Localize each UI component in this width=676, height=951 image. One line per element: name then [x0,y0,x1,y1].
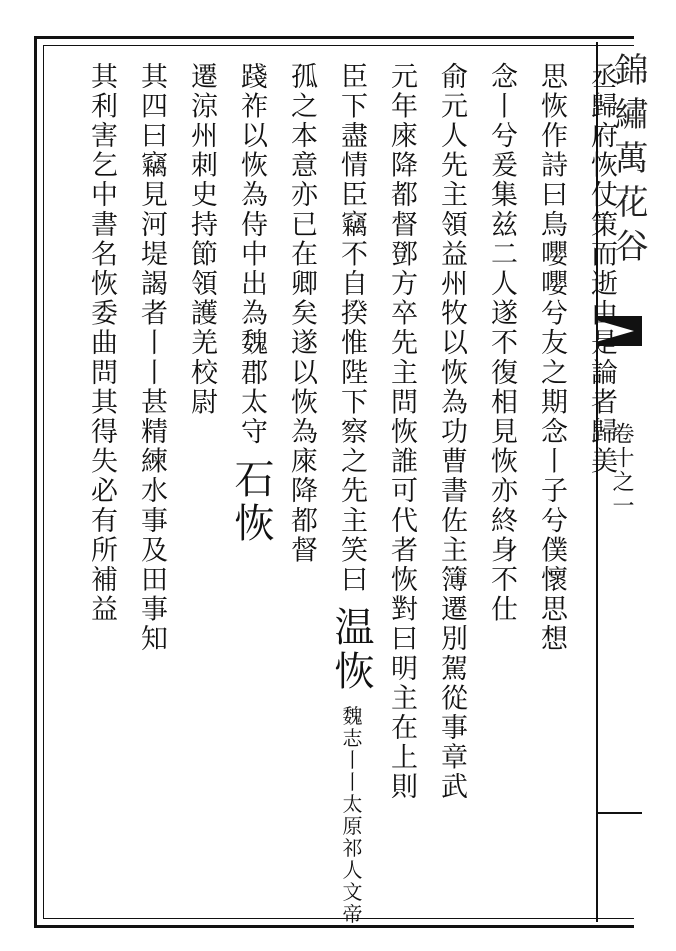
entry-heading: 石恢 [228,458,274,546]
scan-page [34,28,648,928]
text-column-2 [526,62,576,654]
banner-divider [596,812,642,814]
column-text: 念丨兮爰集兹二人遂不復相見恢亦終身不仕 [486,62,517,625]
text-column-1 [576,62,626,476]
text-column-8 [226,62,276,546]
column-text: 俞元人先主領益州牧以恢為功曹書佐主簿遷別駕從事章武 [436,62,467,802]
column-text: 遷涼州刺史持節領護羌校尉 [186,62,217,418]
text-column-4 [426,62,476,802]
entry-heading: 温恢 [328,606,374,694]
text-column-7 [276,62,326,565]
column-text: 孤之本意亦已在卿矣遂以恢為庲降都督 [286,62,317,566]
column-text: 其利害乞中書名恢委曲問其得失必有所補益 [86,62,117,625]
column-text: 臣下盡情臣竊不自揆惟陛下察之先主笑曰 [336,62,367,595]
entry-source: 魏志丨丨太原祁人文帝 [339,705,363,926]
column-text: 元年庲降都督鄧方卒先主問恢誰可代者恢對曰明主在上則 [386,62,417,802]
column-text: 其四曰竊見河堤謁者丨丨甚精練水事及田事知 [136,62,167,654]
volume-label: 卷十之一 [609,422,634,518]
text-column-11 [76,62,126,624]
text-column-3 [476,62,526,624]
column-text: 丞歸府恢仗策而逝由是論者歸美 [586,62,617,477]
text-column-6 [326,62,376,925]
text-column-5 [376,62,426,802]
column-text: 踐祚以恢為侍中出為魏郡太守 [236,62,267,447]
text-column-9 [176,62,226,417]
column-text: 思恢作詩曰鳥嚶嚶兮友之期念丨子兮僕懷思想 [536,62,567,654]
book-title: 錦繡萬花谷 [608,52,648,272]
text-column-10 [126,62,176,654]
